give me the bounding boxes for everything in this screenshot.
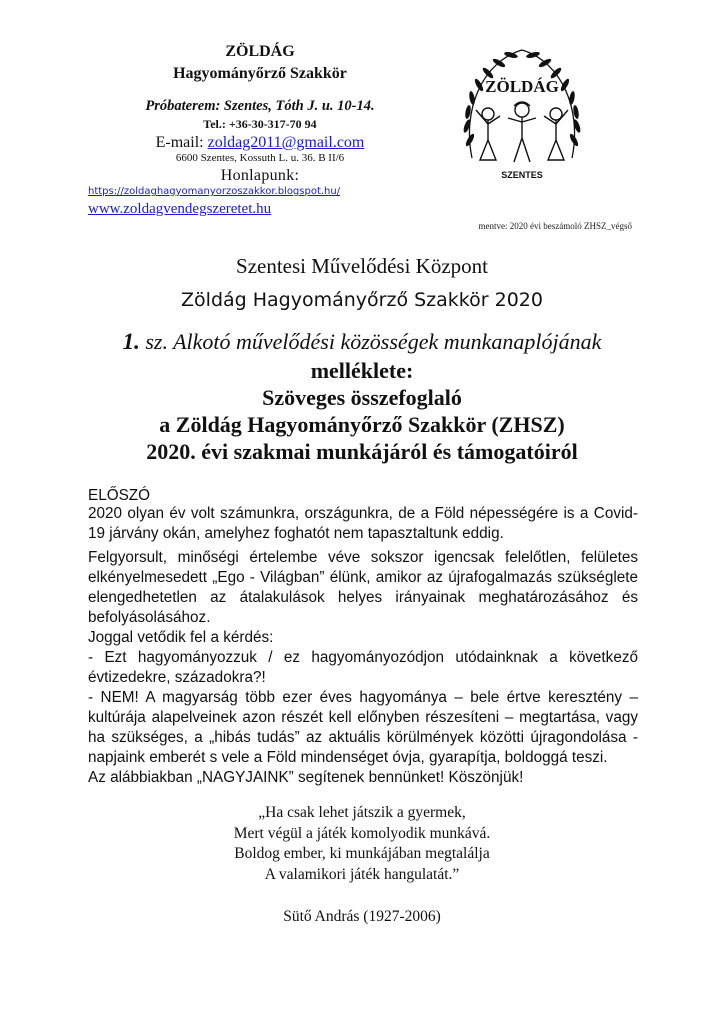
poem-line: A valamikori játék hangulatát.” [264, 865, 460, 883]
title-line-4: a Zöldág Hagyományőrző Szakkör (ZHSZ) [159, 412, 565, 437]
logo-text: ZÖLDÁG [485, 77, 559, 96]
paragraph-6: Az alábbiakban „NAGYJAINK” segítenek bennünket! Köszönjük! [88, 769, 524, 786]
poem-quote [0, 803, 724, 885]
poem-line: Boldog ember, ki munkájában megtalálja [234, 845, 490, 862]
paragraph-2: Felgyorsult, minőségi értelembe véve sokszor igencsak felelőtlen, felületes elkényelmesedett „Ego - Világban” élünk, amikor az újrafogalmazás szükséglete elengedhetetlen az átalakulások helyes irányainak meghatározásához és befolyásolásához. [88, 549, 638, 626]
poem-author: Sütő András (1927-2006) [283, 908, 441, 925]
website-link[interactable]: www.zoldagvendegszeretet.hu [88, 201, 272, 217]
appendix-line [0, 329, 724, 355]
paragraph-5: - NEM! A magyarság több ezer éves hagyománya – bele értve keresztény – kultúrája alapelveinek azon részét kell előnyben részesíteni – megtartása, vagy ha szükséges, a „hibás tudás” az aktuális körülmények közötti újragondolása - napjaink emberét s vele a Föld mindenséget óvja, gyarapítja, boldoggá teszi. [88, 689, 638, 766]
blog-link[interactable]: https://zoldaghagyomanyorzoszakkor.blogspot.hu/ [88, 186, 341, 197]
logo-caption: SZENTES [501, 170, 543, 180]
email-line [60, 134, 460, 152]
phone-number: Tel.: +36-30-317-70 94 [203, 117, 317, 131]
postal-address: 6600 Szentes, Kossuth L. u. 36. B II/6 [175, 152, 345, 164]
foreword-body [88, 548, 638, 788]
paragraph-4: - Ezt hagyományozzuk / ez hagyományozódjon utódainknak a következő évtizedekre, századokra?! [88, 649, 638, 686]
homepage-label: Honlapunk: [220, 167, 300, 184]
saved-note: mentve: 2020 évi beszámoló ZHSZ_végső [478, 221, 632, 231]
foreword-heading: ELŐSZÓ [88, 487, 151, 504]
org-name: ZÖLDÁG [225, 43, 295, 60]
poem-line: Mert végül a játék komolyodik munkává. [233, 824, 491, 842]
group-year-title: Zöldág Hagyományőrző Szakkör 2020 [181, 289, 543, 311]
paragraph-1: 2020 olyan év volt számunkra, országunkra, de a Föld népességére is a Covid-19 járvány okán, amelyhez foghatót nem tapasztaltunk eddig. [88, 505, 638, 542]
poem-line: „Ha csak lehet játszik a gyermek, [258, 804, 466, 821]
zoldag-logo [452, 40, 592, 190]
email-link[interactable]: zoldag2011@gmail.com [207, 134, 365, 151]
org-subtitle: Hagyományőrző Szakkör [173, 65, 347, 82]
paragraph-3: Joggal vetődik fel a kérdés: [88, 629, 274, 646]
title-line-3: Szöveges összefoglaló [262, 385, 462, 410]
title-line-5: 2020. évi szakmai munkájáról és támogatóiról [146, 439, 578, 464]
institution-title: Szentesi Művelődési Központ [236, 254, 488, 278]
appendix-text: sz. Alkotó művelődési közösségek munkanaplójának [145, 329, 602, 354]
email-label: E-mail: [155, 134, 208, 151]
blog-url [88, 186, 340, 197]
document-title-block [0, 357, 724, 465]
rehearsal-address: Próbaterem: Szentes, Tóth J. u. 10-14. [145, 98, 375, 114]
website-url [88, 201, 271, 218]
appendix-number: 1. [122, 329, 140, 354]
title-line-2: melléklete: [310, 358, 414, 383]
